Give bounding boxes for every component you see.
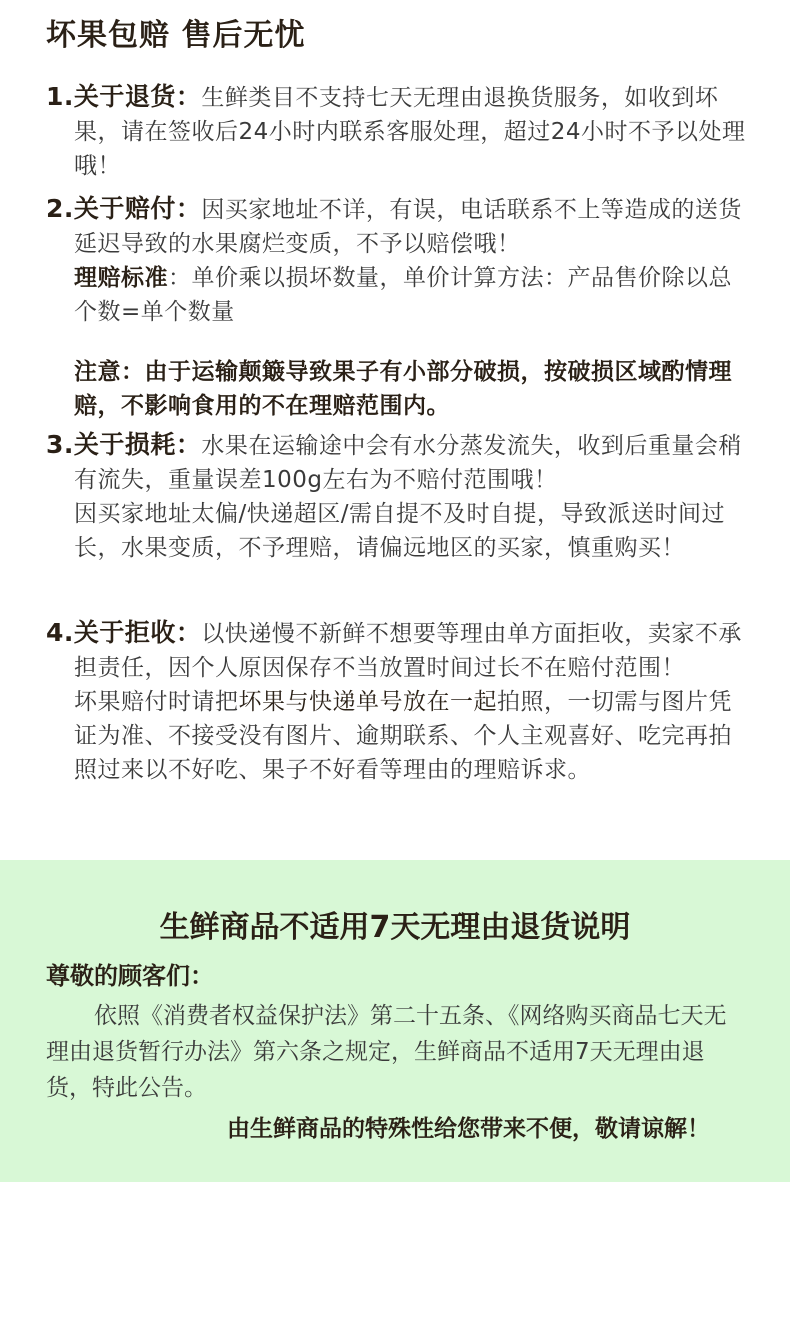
refusal-text: 以快递慢不新鲜不想要等理由单方面拒收，卖家不承担责任，因个人原因保存不当放置时间过长不在赔付范围！ <box>74 621 742 681</box>
refusal-text-2b: 坏果与快递单号放在一起 <box>238 689 497 715</box>
notice-title: 生鲜商品不适用7天无理由退货说明 <box>159 910 631 945</box>
return-policy-notice <box>0 860 790 1182</box>
section-compensation <box>46 192 746 423</box>
section-loss <box>46 428 746 565</box>
compensation-text: 因买家地址不详，有误，电话联系不上等造成的送货延迟导致的水果腐烂变质，不予以赔偿哦！ <box>74 197 742 257</box>
loss-heading: 3.关于损耗： <box>46 430 202 459</box>
returns-paragraph <box>46 80 746 183</box>
claim-standard <box>46 261 746 329</box>
notice-closing: 由生鲜商品的特殊性给您带来不便，敬请谅解！ <box>227 1116 710 1142</box>
returns-heading: 1.关于退货： <box>46 82 202 111</box>
loss-text: 水果在运输途中会有水分蒸发流失，收到后重量会稍有流失，重量误差100g左右为不赔付范围哦！ <box>74 433 742 493</box>
notice-body: 依照《消费者权益保护法》第二十五条、《网络购买商品七天无理由退货暂行办法》第六条之规定，生鲜商品不适用7天无理由退货，特此公告。 <box>46 1003 727 1101</box>
refusal-text-2a: 坏果赔付时请把 <box>74 689 239 715</box>
refusal-heading: 4.关于拒收： <box>46 618 202 647</box>
compensation-heading: 2.关于赔付： <box>46 194 202 223</box>
page-title: 坏果包赔 售后无忧 <box>46 18 306 53</box>
refusal-text-2 <box>46 685 746 787</box>
section-refusal <box>46 616 746 787</box>
claim-standard-text: ：单价乘以损坏数量，单价计算方法：产品售价除以总个数=单个数量 <box>74 265 732 325</box>
loss-text-2: 因买家地址太偏/快递超区/需自提不及时自提，导致派送时间过长，水果变质，不予理赔，请偏远地区的买家，慎重购买！ <box>74 501 725 561</box>
compensation-paragraph <box>46 192 746 261</box>
claim-standard-label: 理赔标准 <box>74 265 168 291</box>
section-returns <box>46 80 746 183</box>
loss-paragraph <box>46 428 746 497</box>
damage-note: 注意：由于运输颠簸导致果子有小部分破损，按破损区域酌情理赔，不影响食用的不在理赔范围内。 <box>74 359 732 419</box>
notice-greeting: 尊敬的顾客们： <box>46 962 214 990</box>
refusal-paragraph <box>46 616 746 685</box>
refusal-text-2c: 拍照，一切需与图片凭证为准、不接受没有图片、逾期联系、个人主观喜好、吃完再拍照过来以不好吃、果子不好看等理由的理赔诉求。 <box>74 689 732 783</box>
returns-text: 生鲜类目不支持七天无理由退换货服务，如收到坏果，请在签收后24小时内联系客服处理，超过24小时不予以处理哦！ <box>74 85 746 179</box>
